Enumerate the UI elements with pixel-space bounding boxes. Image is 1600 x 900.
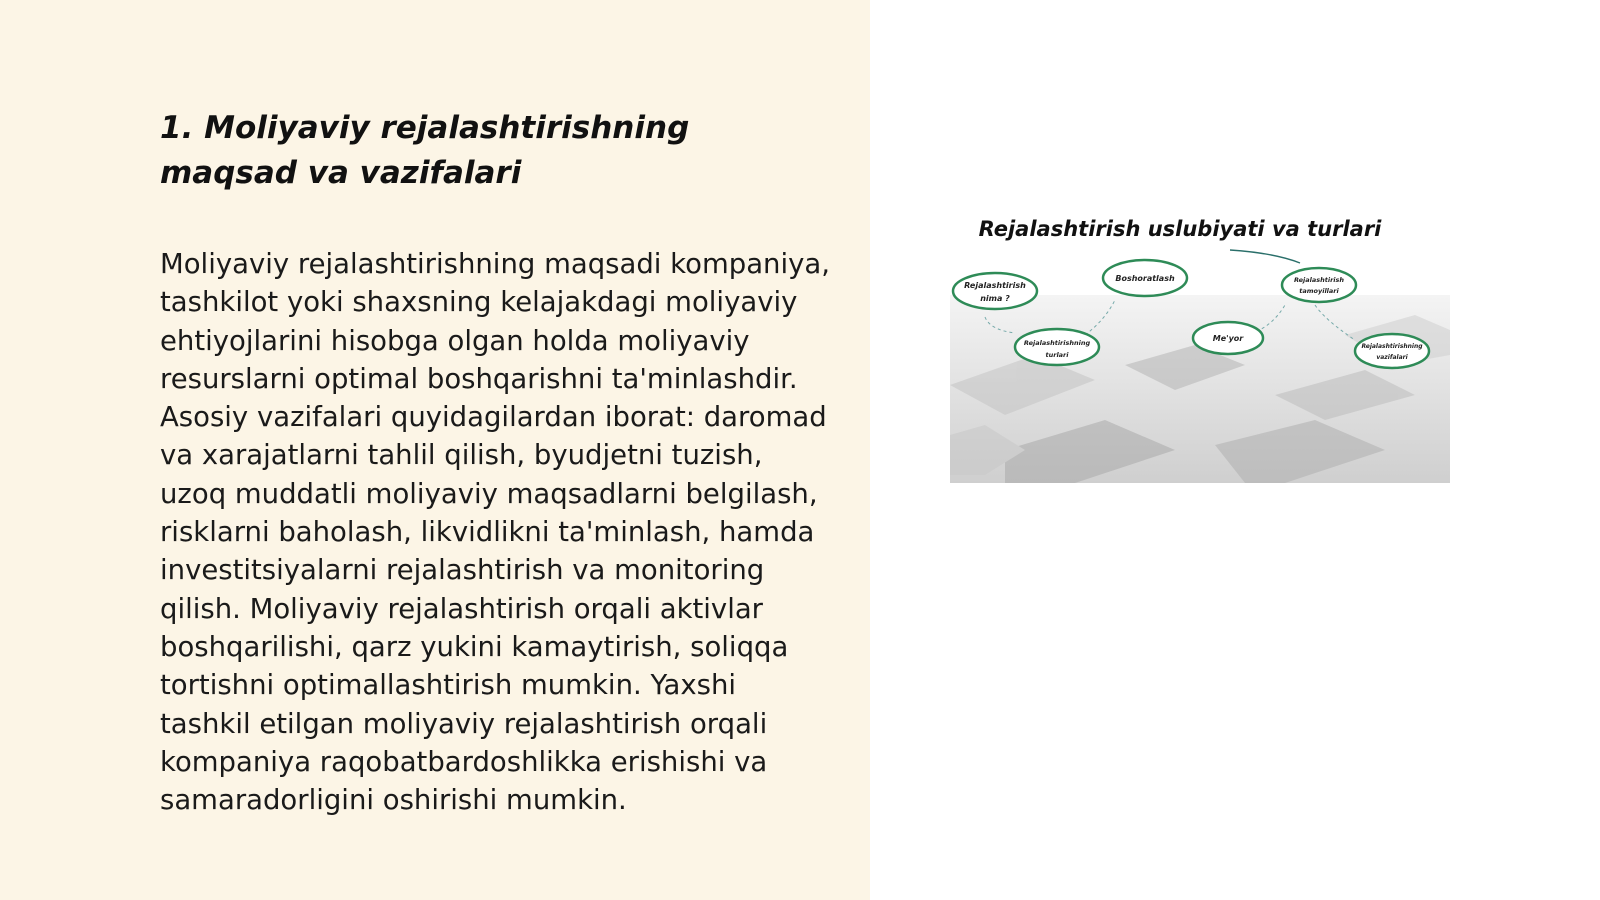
slide-title: 1. Moliyaviy rejalashtirishning maqsad va vazifalari bbox=[160, 110, 690, 191]
heading-underline bbox=[1230, 250, 1300, 263]
node-label: turlari bbox=[1045, 351, 1069, 359]
node-label: Rejalashtirish bbox=[964, 281, 1026, 290]
mind-map-node bbox=[1282, 268, 1356, 302]
node-label: Boshoratlash bbox=[1115, 274, 1175, 283]
node-label: nima ? bbox=[980, 294, 1010, 303]
node-label: vazifalari bbox=[1376, 354, 1408, 361]
figure-heading: Rejalashtirish uslubiyati va turlari bbox=[978, 217, 1382, 241]
mind-map-node bbox=[1103, 260, 1187, 296]
mind-map-node bbox=[953, 273, 1037, 309]
node-label: Rejalashtirishning bbox=[1361, 343, 1423, 350]
node-label: tamoyillari bbox=[1299, 287, 1339, 295]
mind-map-node bbox=[1015, 329, 1099, 365]
node-label: Rejalashtirishning bbox=[1023, 339, 1091, 347]
mind-map-node bbox=[1193, 322, 1263, 354]
node-label: Rejalashtirish bbox=[1293, 276, 1345, 284]
mind-map-node bbox=[1355, 334, 1429, 368]
mind-map-image bbox=[945, 205, 1455, 483]
slide-body-text: Moliyaviy rejalashtirishning maqsadi kompaniya, tashkilot yoki shaxsning kelajakdagi moliyaviy ehtiyojlarini hisobga olgan holda moliyaviy resurslarni optimal boshqarishni ta'minlashdir. Asosiy vazifalari quyidagilardan iborat: daromad va xarajatlarni tahlil qilish, byudjetni tuzish, uzoq muddatli moliyaviy maqsadlarni belgilash, risklarni baholash, likvidlikni ta'minlash, hamda investitsiyalarni rejalashtirish va monitoring qilish. Moliyaviy rejalashtirish orqali aktivlar boshqarilishi, qarz yukini kamaytirish, soliqqa tortishni optimallashtirish mumkin. Yaxshi tashkil etilgan moliyaviy rejalashtirish orqali kompaniya raqobatbardoshlikka erishishi va samaradorligini oshirishi mumkin. bbox=[160, 248, 830, 817]
node-label: Me'yor bbox=[1212, 334, 1244, 343]
